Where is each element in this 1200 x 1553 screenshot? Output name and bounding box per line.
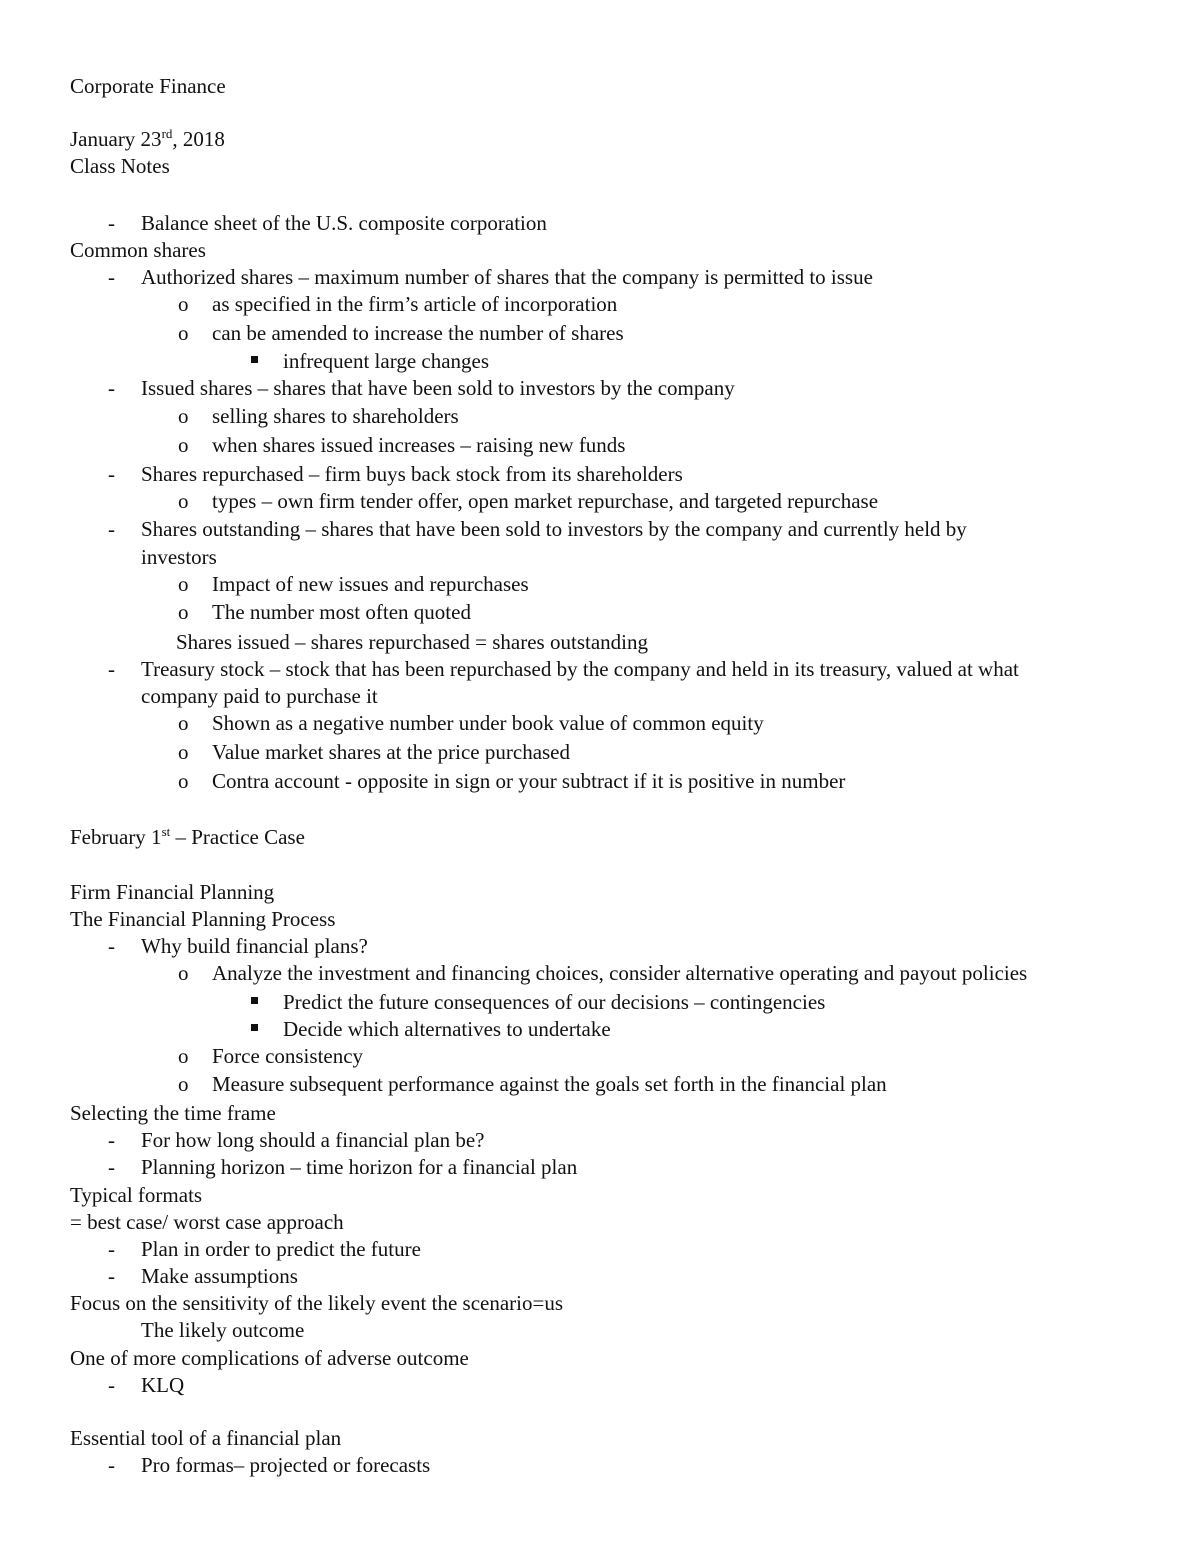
list-item: Decide which alternatives to undertake [283, 1017, 611, 1041]
section-heading: Firm Financial Planning [70, 880, 275, 904]
circle-bullet: o [178, 1044, 189, 1068]
section-heading: Selecting the time frame [70, 1101, 276, 1125]
list-item: Planning horizon – time horizon for a financial plan [141, 1155, 578, 1179]
list-item: Issued shares – shares that have been sold to investors by the company [141, 376, 735, 400]
list-item: Contra account - opposite in sign or your subtract if it is positive in number [212, 769, 846, 793]
date-superscript: rd [161, 126, 173, 141]
dash-bullet: - [108, 211, 115, 235]
list-item: Measure subsequent performance against the goals set forth in the financial plan [212, 1072, 887, 1096]
list-item: as specified in the firm’s article of incorporation [212, 292, 618, 316]
dash-bullet: - [108, 657, 115, 681]
circle-bullet: o [178, 961, 189, 985]
section-heading: Common shares [70, 238, 206, 262]
list-item: types – own firm tender offer, open market repurchase, and targeted repurchase [212, 489, 879, 513]
dash-bullet: - [108, 1237, 115, 1261]
date-year: , 2018 [172, 127, 225, 151]
circle-bullet: o [178, 404, 189, 428]
list-item: Treasury stock – stock that has been repurchased by the company and held in its treasury, valued at what [141, 657, 1019, 681]
square-bullet-icon [251, 1024, 258, 1031]
date-line [70, 126, 225, 151]
circle-bullet: o [178, 321, 189, 345]
list-item: Impact of new issues and repurchases [212, 572, 529, 596]
dash-bullet: - [108, 1128, 115, 1152]
list-item-continuation: investors [141, 545, 217, 569]
square-bullet-icon [251, 356, 258, 363]
dash-bullet: - [108, 462, 115, 486]
circle-bullet: o [178, 600, 189, 624]
list-item: can be amended to increase the number of shares [212, 321, 624, 345]
section-heading: Typical formats [70, 1183, 203, 1207]
document-title: Corporate Finance [70, 74, 226, 98]
document-subtitle: Class Notes [70, 154, 170, 178]
formula-line: Shares issued – shares repurchased = shares outstanding [176, 630, 648, 654]
list-item: Predict the future consequences of our decisions – contingencies [283, 990, 826, 1014]
list-item-continuation: company paid to purchase it [141, 684, 378, 708]
list-item: when shares issued increases – raising new funds [212, 433, 626, 457]
text-line: Focus on the sensitivity of the likely event the scenario=us [70, 1291, 563, 1315]
circle-bullet: o [178, 1072, 189, 1096]
dash-bullet: - [108, 376, 115, 400]
list-item: Why build financial plans? [141, 934, 368, 958]
dash-bullet: - [108, 1155, 115, 1179]
text-line: = best case/ worst case approach [70, 1210, 344, 1234]
circle-bullet: o [178, 292, 189, 316]
section-heading: Essential tool of a financial plan [70, 1426, 342, 1450]
list-item: Make assumptions [141, 1264, 298, 1288]
circle-bullet: o [178, 769, 189, 793]
dash-bullet: - [108, 517, 115, 541]
list-item: Shares outstanding – shares that have been sold to investors by the company and currently held by [141, 517, 967, 541]
list-item: The number most often quoted [212, 600, 471, 624]
list-item: infrequent large changes [283, 349, 490, 373]
dash-bullet: - [108, 1264, 115, 1288]
text-line: One of more complications of adverse outcome [70, 1346, 469, 1370]
feb-date: February 1 [70, 825, 162, 849]
list-item: Value market shares at the price purchased [212, 740, 571, 764]
circle-bullet: o [178, 711, 189, 735]
list-item: Shares repurchased – firm buys back stock from its shareholders [141, 462, 683, 486]
section-heading: The Financial Planning Process [70, 907, 336, 931]
list-item: selling shares to shareholders [212, 404, 459, 428]
list-item: For how long should a financial plan be? [141, 1128, 485, 1152]
list-item: Force consistency [212, 1044, 364, 1068]
list-item: Authorized shares – maximum number of shares that the company is permitted to issue [141, 265, 873, 289]
dash-bullet: - [108, 1373, 115, 1397]
feb-superscript: st [161, 824, 171, 839]
text-line-indented: The likely outcome [141, 1318, 305, 1342]
feb-rest: – Practice Case [170, 825, 305, 849]
list-item: Analyze the investment and financing choices, consider alternative operating and payout policies [212, 961, 1028, 985]
date-main: January 23 [70, 127, 162, 151]
list-item: Pro formas– projected or forecasts [141, 1453, 431, 1477]
list-item: Shown as a negative number under book value of common equity [212, 711, 764, 735]
circle-bullet: o [178, 433, 189, 457]
list-item: Balance sheet of the U.S. composite corporation [141, 211, 547, 235]
circle-bullet: o [178, 489, 189, 513]
list-item: Plan in order to predict the future [141, 1237, 421, 1261]
square-bullet-icon [251, 997, 258, 1004]
list-item: KLQ [141, 1373, 185, 1397]
circle-bullet: o [178, 740, 189, 764]
dash-bullet: - [108, 265, 115, 289]
dash-bullet: - [108, 934, 115, 958]
dash-bullet: - [108, 1453, 115, 1477]
practice-case-line [70, 824, 305, 849]
circle-bullet: o [178, 572, 189, 596]
